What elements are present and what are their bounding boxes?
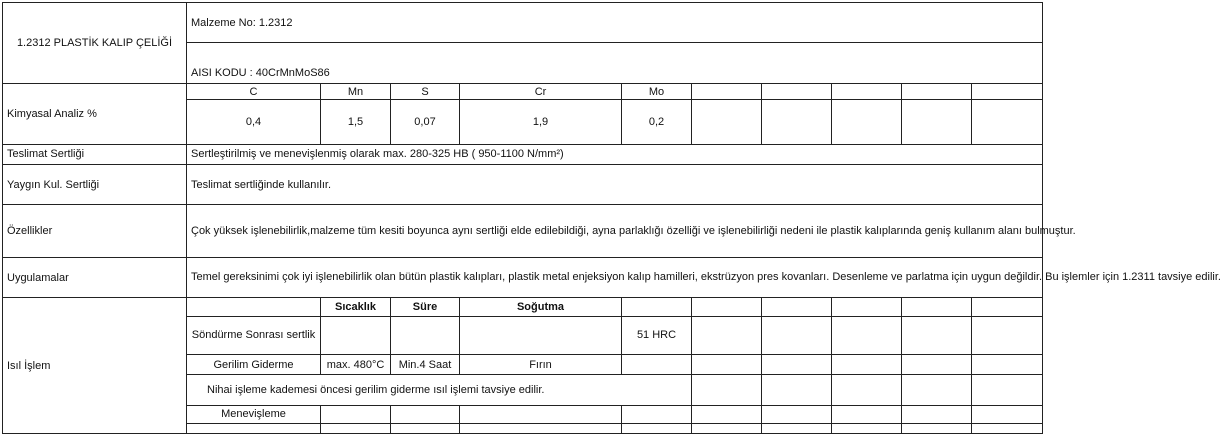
empty-cell xyxy=(972,298,1043,316)
material-no-cell: Malzeme No: 1.2312 xyxy=(187,3,1043,43)
empty-cell xyxy=(692,100,762,145)
empty-cell xyxy=(902,100,972,145)
empty-cell xyxy=(692,423,762,433)
value-mn: 1,5 xyxy=(321,100,391,145)
stress-relief-duration: Min.4 Saat xyxy=(391,355,460,375)
empty-cell xyxy=(622,423,692,433)
delivery-hardness-value: Sertleştirilmiş ve menevişlenmiş olarak max. 280-325 HB ( 950-1100 N/mm²) xyxy=(187,144,1043,164)
empty-cell xyxy=(902,355,972,375)
empty-cell xyxy=(622,355,692,375)
empty-cell xyxy=(832,100,902,145)
stress-relief-label: Gerilim Giderme xyxy=(187,355,321,375)
applications-label: Uygulamalar xyxy=(3,257,187,297)
properties-value: Çok yüksek işlenebilirlik,malzeme tüm kesiti boyunca aynı sertliği elde edilebildiği, ayna parlaklığı özelliği ve işlenebilirliği nedeni ile plastik kalıplarında geniş kullanım alanı bulmuştur. xyxy=(187,205,1043,258)
common-hardness-value: Teslimat sertliğinde kullanılır. xyxy=(187,164,1043,204)
empty-cell xyxy=(692,405,762,423)
empty-cell xyxy=(622,405,692,423)
element-mo: Mo xyxy=(622,83,692,99)
element-c: C xyxy=(187,83,321,99)
empty-cell xyxy=(321,405,391,423)
empty-cell xyxy=(692,355,762,375)
empty-cell xyxy=(972,375,1043,405)
empty-cell xyxy=(762,83,832,99)
empty-cell xyxy=(762,375,832,405)
empty-cell xyxy=(460,316,622,354)
empty-cell xyxy=(762,423,832,433)
element-s: S xyxy=(391,83,460,99)
heat-treatment-label: Isıl İşlem xyxy=(3,298,187,434)
stress-relief-temperature: max. 480°C xyxy=(321,355,391,375)
empty-cell xyxy=(762,100,832,145)
element-cr: Cr xyxy=(460,83,622,99)
applications-value: Temel gereksinimi çok iyi işlenebilirlik olan bütün plastik kalıpları, plastik metal enjeksiyon kalıp hamilleri, ekstrüzyon pres kovanları. Desenleme ve parlatma için uygun değildir. Bu işlemler için 1.2311 tavsiye edilir. xyxy=(187,257,1043,297)
temperature-header: Sıcaklık xyxy=(321,298,391,316)
empty-cell xyxy=(692,375,762,405)
empty-cell xyxy=(832,423,902,433)
empty-cell xyxy=(972,83,1043,99)
empty-cell xyxy=(832,316,902,354)
empty-cell xyxy=(902,298,972,316)
empty-cell xyxy=(972,100,1043,145)
empty-cell xyxy=(762,298,832,316)
empty-cell xyxy=(762,355,832,375)
empty-cell xyxy=(832,83,902,99)
properties-label: Özellikler xyxy=(3,205,187,258)
tempering-label: Menevişleme xyxy=(187,405,321,423)
title-cell: 1.2312 PLASTİK KALIP ÇELİĞİ xyxy=(3,3,187,84)
empty-cell xyxy=(902,375,972,405)
steel-spec-table xyxy=(2,2,1221,434)
empty-cell xyxy=(972,423,1043,433)
empty-cell xyxy=(321,423,391,433)
stress-relief-cooling: Fırın xyxy=(460,355,622,375)
common-hardness-label: Yaygın Kul. Sertliği xyxy=(3,164,187,204)
aisi-code-cell: AISI KODU : 40CrMnMoS86 xyxy=(187,43,1043,83)
empty-cell xyxy=(622,298,692,316)
heat-treatment-note: Nihai işleme kademesi öncesi gerilim giderme ısıl işlemi tavsiye edilir. xyxy=(187,375,692,405)
empty-cell xyxy=(460,423,622,433)
element-mn: Mn xyxy=(321,83,391,99)
value-mo: 0,2 xyxy=(622,100,692,145)
empty-cell xyxy=(391,423,460,433)
empty-cell xyxy=(692,83,762,99)
empty-cell xyxy=(460,405,622,423)
empty-cell xyxy=(832,375,902,405)
chemical-analysis-label: Kimyasal Analiz % xyxy=(3,83,187,144)
empty-cell xyxy=(762,316,832,354)
empty-cell xyxy=(972,405,1043,423)
empty-cell xyxy=(391,405,460,423)
empty-cell xyxy=(692,298,762,316)
empty-cell xyxy=(902,405,972,423)
quench-hardness-value: 51 HRC xyxy=(622,316,692,354)
empty-cell xyxy=(832,298,902,316)
value-s: 0,07 xyxy=(391,100,460,145)
empty-cell xyxy=(187,298,321,316)
empty-cell xyxy=(762,405,832,423)
empty-cell xyxy=(321,316,391,354)
empty-cell xyxy=(902,316,972,354)
empty-cell xyxy=(832,355,902,375)
empty-cell xyxy=(187,423,321,433)
empty-cell xyxy=(832,405,902,423)
duration-header: Süre xyxy=(391,298,460,316)
value-cr: 1,9 xyxy=(460,100,622,145)
quench-hardness-label: Söndürme Sonrası sertlik xyxy=(187,316,321,354)
delivery-hardness-label: Teslimat Sertliği xyxy=(3,144,187,164)
empty-cell xyxy=(902,83,972,99)
value-c: 0,4 xyxy=(187,100,321,145)
empty-cell xyxy=(972,316,1043,354)
cooling-header: Soğutma xyxy=(460,298,622,316)
empty-cell xyxy=(902,423,972,433)
empty-cell xyxy=(692,316,762,354)
empty-cell xyxy=(391,316,460,354)
empty-cell xyxy=(972,355,1043,375)
